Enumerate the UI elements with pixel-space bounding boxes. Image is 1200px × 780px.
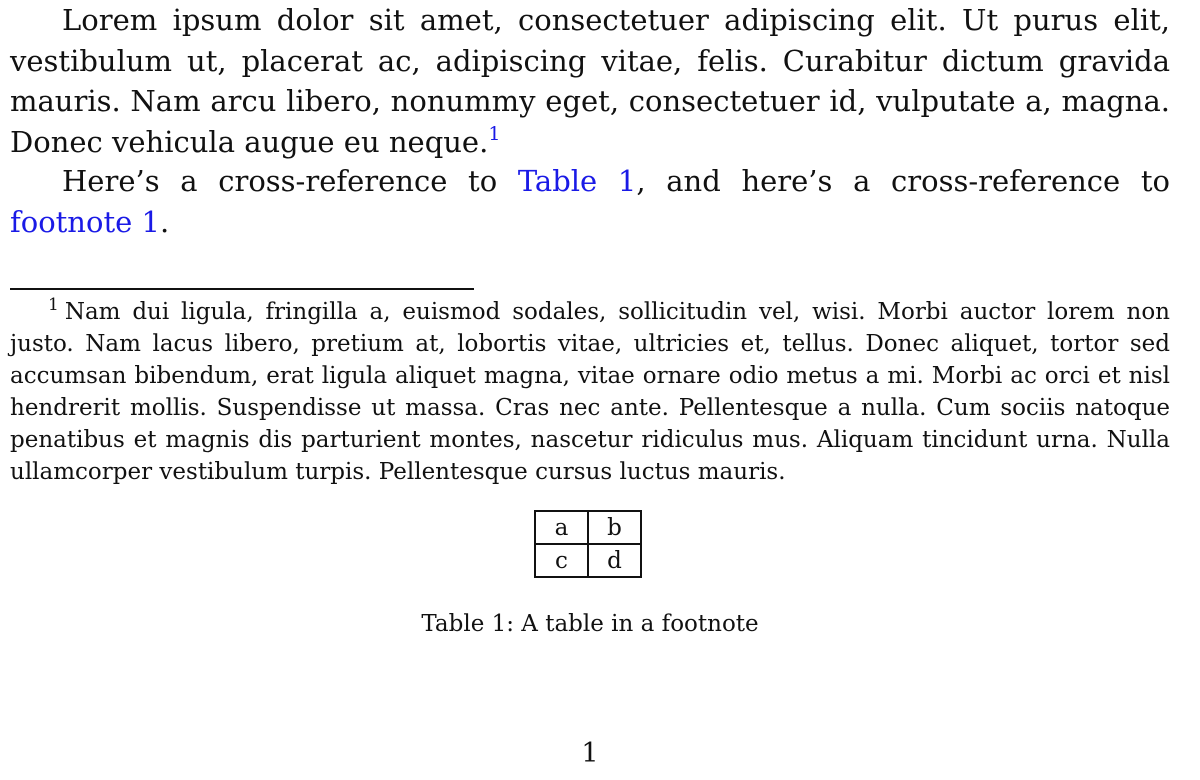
footnote-cross-reference-link[interactable]: footnote 1 [10, 204, 160, 239]
table-cell: b [588, 511, 641, 544]
footnote-reference-link[interactable]: 1 [488, 122, 501, 145]
table-cell: c [535, 544, 588, 577]
footnote-mark: 1 [48, 295, 59, 315]
table-cell: a [535, 511, 588, 544]
table-cell: d [588, 544, 641, 577]
footnote-text: Nam dui ligula, fringilla a, euismod sodales, sollicitudin vel, wisi. Morbi auctor lorem non justo. Nam lacus libero, pretium at, lobortis vitae, ultricies et, tellus. Donec aliquet, tortor sed accumsan bibendum, erat ligula aliquet magna, vitae ornare odio metus a mi. Morbi ac orci et nisl hendrerit mollis. Suspendisse ut massa. Cras nec ante. Pellentesque a nulla. Cum sociis natoque penatibus et magnis dis parturient montes, nascetur ridiculus mus. Aliquam tincidunt urna. Nulla ullamcorper vestibulum turpis. Pellentesque cursus luctus mauris. [10, 299, 1170, 485]
body-paragraph-2 [10, 161, 1170, 242]
page-number: 1 [581, 738, 599, 769]
table-row [535, 511, 641, 544]
document-page [10, 0, 1170, 780]
table-caption: Table 1: A table in a footnote [421, 611, 759, 637]
footnote-divider [10, 288, 474, 290]
paragraph-2-end: . [159, 204, 170, 239]
paragraph-2-middle: , and here’s a cross-reference to [636, 164, 1170, 198]
paragraph-1-text: Lorem ipsum dolor sit amet, consectetuer adipiscing elit. Ut purus elit, vestibulum ut, placerat ac, adipiscing vitae, felis. Curabitur dictum gravida mauris. Nam arcu libero, nonummy eget, consectetuer id, vulputate a, magna. Donec vehicula augue eu neque. [10, 3, 1170, 159]
paragraph-2-start: Here’s a cross-reference to [62, 164, 518, 198]
table-cross-reference-link[interactable]: Table 1 [517, 164, 637, 198]
footnote-table [534, 510, 642, 578]
body-paragraph-1 [10, 0, 1170, 162]
table-row [535, 544, 641, 577]
footnote [10, 296, 1170, 488]
